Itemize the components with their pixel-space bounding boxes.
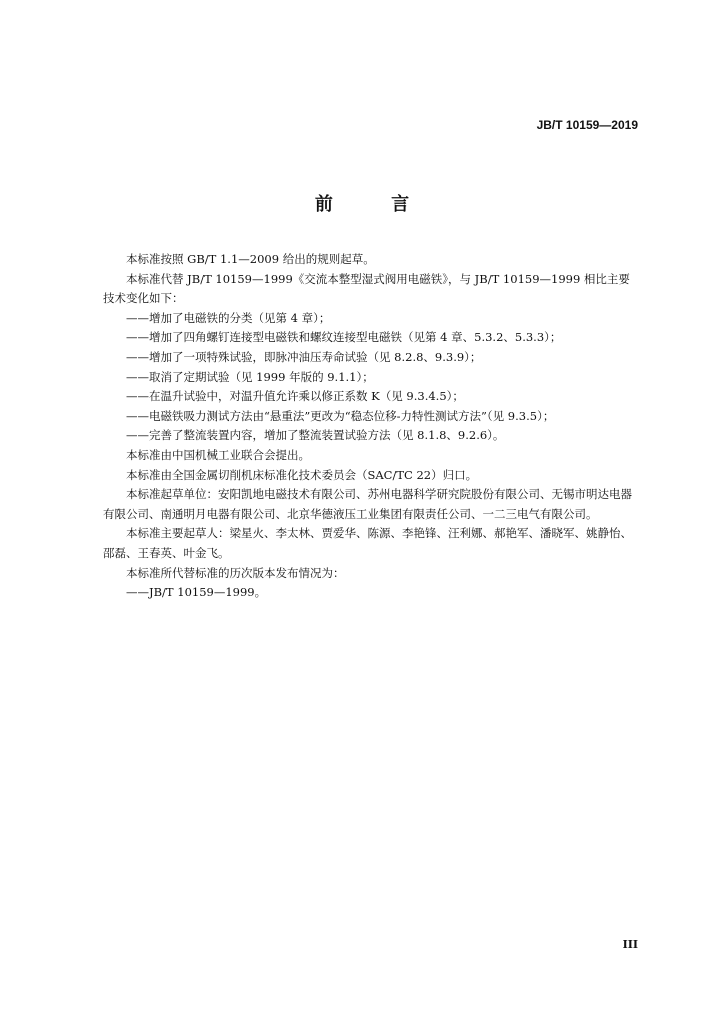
paragraph-drafting-rules: 本标准按照 GB/T 1.1—2009 给出的规则起草。 <box>126 252 375 266</box>
paragraph-drafting-units: 本标准起草单位：安阳凯地电磁技术有限公司、苏州电器科学研究院股份有限公司、无锡市明达电器有限公司、南通明月电器有限公司、北京华德液压工业集团有限责任公司、一二三电气有限公司。 <box>103 487 632 521</box>
page-title: 前 言 <box>314 194 436 215</box>
change-item: ——完善了整流装置内容，增加了整流装置试验方法（见 8.1.8、9.2.6）。 <box>126 428 505 443</box>
paragraph-proposer: 本标准由中国机械工业联合会提出。 <box>126 447 310 462</box>
paragraph-history: 本标准所代替标准的历次版本发布情况为： <box>126 565 345 580</box>
change-item: ——在温升试验中，对温升值允许乘以修正系数 K（见 9.3.4.5）； <box>126 389 464 404</box>
change-item: ——增加了一项特殊试验，即脉冲油压寿命试验（见 8.2.8、9.3.9）； <box>126 349 482 364</box>
standard-number: JB/T 10159—2019 <box>536 118 638 132</box>
paragraph-replacement: 本标准代替 JB/T 10159—1999《交流本整型湿式阀用电磁铁》，与 JB/T 10159—1999 相比主要技术变化如下： <box>103 271 630 306</box>
change-item: ——增加了四角螺钉连接型电磁铁和螺纹连接型电磁铁（见第 4 章、5.3.2、5.3.3）； <box>126 330 562 345</box>
foreword-body <box>103 250 637 603</box>
history-item: ——JB/T 10159—1999。 <box>126 585 267 600</box>
change-item: ——电磁铁吸力测试方法由“悬重法”更改为“稳态位移-力特性测试方法”（见 9.3.5）； <box>126 408 555 423</box>
change-item: ——取消了定期试验（见 1999 年版的 9.1.1）； <box>126 369 374 384</box>
paragraph-committee: 本标准由全国金属切削机床标准化技术委员会（SAC/TC 22）归口。 <box>126 467 478 482</box>
paragraph-drafters: 本标准主要起草人：梁星火、李太林、贾爱华、陈源、李艳锋、汪利娜、郝艳军、潘晓军、姚静怡、邵磊、王春英、叶金飞。 <box>103 526 632 560</box>
change-item: ——增加了电磁铁的分类（见第 4 章）； <box>126 310 331 325</box>
page-number: III <box>622 938 638 951</box>
